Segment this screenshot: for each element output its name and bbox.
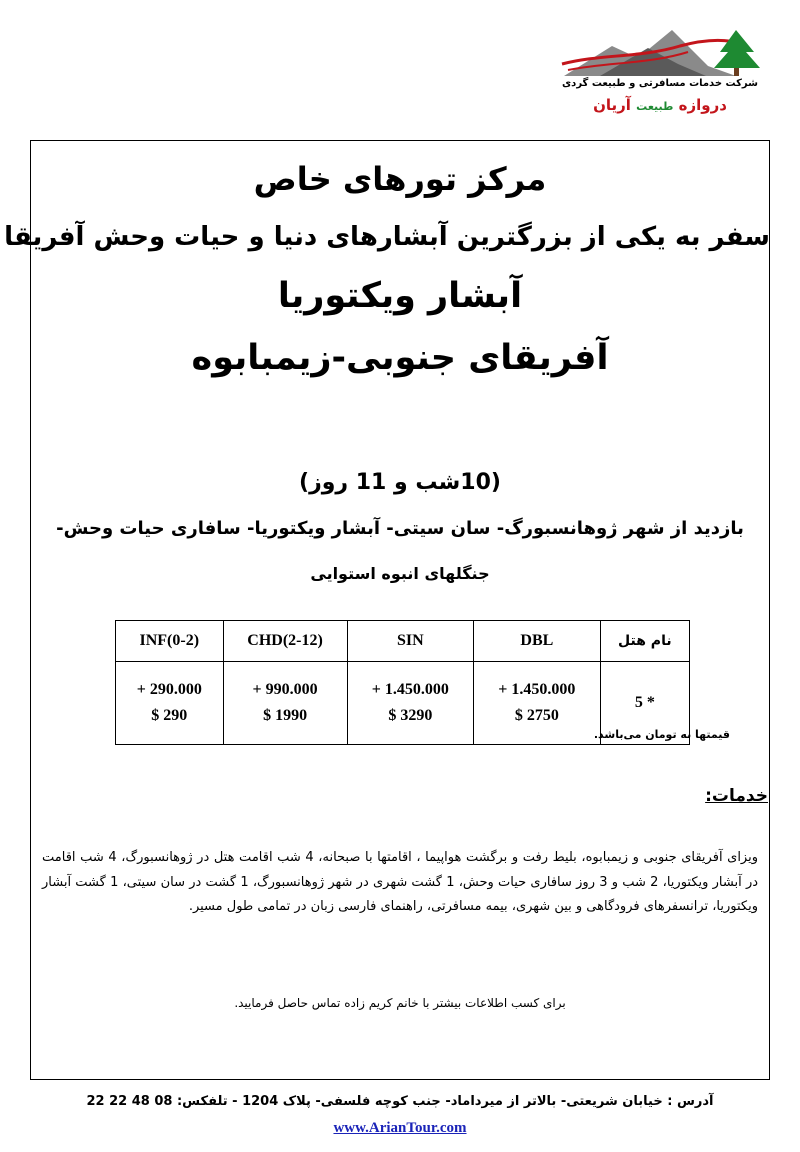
price-inf bbox=[116, 662, 224, 745]
currency-note: قیمتها به تومان می‌باشد. bbox=[593, 728, 730, 741]
hotel-rating: 5 * bbox=[600, 662, 689, 745]
logo-brand-left: دروازه bbox=[678, 96, 727, 114]
price-inf-toman: 290.000 + bbox=[136, 681, 202, 699]
price-sin bbox=[347, 662, 474, 745]
header-hotel: نام هتل bbox=[600, 621, 689, 662]
tour-duration: (10شب و 11 روز) bbox=[299, 470, 501, 495]
price-dbl-usd: 2750 $ bbox=[514, 707, 559, 724]
price-table-header-row bbox=[116, 621, 690, 662]
itinerary-line-1: بازدید از شهر ژوهانسبورگ- سان سیتی- آبشار ویکتوریا- سافاری حیات وحش- bbox=[56, 518, 744, 539]
company-logo bbox=[560, 18, 770, 130]
mountain-tree-logo-icon bbox=[560, 18, 770, 80]
heading-line-2: سفر به یکی از بزرگترین آبشارهای دنیا و حیات وحش آفریقا bbox=[4, 222, 770, 252]
price-sin-toman: 1.450.000 + bbox=[371, 681, 449, 699]
logo-brand-name bbox=[560, 96, 760, 114]
heading-line-4: آفریقای جنوبی-زیمبابوه bbox=[191, 338, 609, 378]
header-dbl: DBL bbox=[474, 621, 601, 662]
services-description: ویزای آفریقای جنوبی و زیمبابوه، بلیط رفت و برگشت هواپیما ، اقامتها با صبحانه، 4 شب اقامت هتل در ژوهانسبورگ، 4 شب اقامت در آبشار ویکتوریا، 2 شب و 3 روز سافاری حیات وحش، 1 گشت شهری در شهر ژوهانسبورگ، 1 گشت در سان سیتی، 1 گشت آبشار ویکتوریا، ترانسفرهای فرودگاهی و بین شهری، بیمه مسافرتی، راهنمای فارسی زبان در تمامی طول مسیر. bbox=[42, 850, 759, 914]
services-heading: خدمات: bbox=[705, 786, 768, 806]
itinerary-line-2: جنگلهای انبوه استوایی bbox=[310, 564, 490, 583]
heading-line-3: آبشار ویکتوریا bbox=[277, 276, 523, 316]
contact-note: برای کسب اطلاعات بیشتر با خانم کریم زاده تماس حاصل فرمایید. bbox=[234, 996, 566, 1010]
price-chd-toman: 990.000 + bbox=[252, 681, 318, 699]
footer-address: آدرس : خیابان شریعتی- بالاتر از میرداماد- جنب کوچه فلسفی- پلاک 1204 - تلفکس: 08 48 22 22 bbox=[86, 1094, 714, 1109]
price-inf-usd: 290 $ bbox=[151, 707, 188, 724]
header-inf: INF(0-2) bbox=[116, 621, 224, 662]
header-chd: CHD(2-12) bbox=[223, 621, 347, 662]
price-table bbox=[115, 620, 690, 745]
price-sin-usd: 3290 $ bbox=[388, 707, 433, 724]
price-dbl bbox=[474, 662, 601, 745]
website-link[interactable]: www.ArianTour.com bbox=[333, 1120, 467, 1136]
price-dbl-toman: 1.450.000 + bbox=[498, 681, 576, 699]
logo-company-name: شرکت خدمات مسافرتی و طبیعت گردی bbox=[562, 78, 758, 89]
logo-brand-mid: طبیعت bbox=[636, 100, 674, 113]
heading-line-1: مرکز تورهای خاص bbox=[253, 160, 547, 198]
price-chd-usd: 1990 $ bbox=[263, 707, 308, 724]
logo-brand-right: آریان bbox=[593, 96, 631, 114]
price-chd bbox=[223, 662, 347, 745]
header-sin: SIN bbox=[347, 621, 474, 662]
